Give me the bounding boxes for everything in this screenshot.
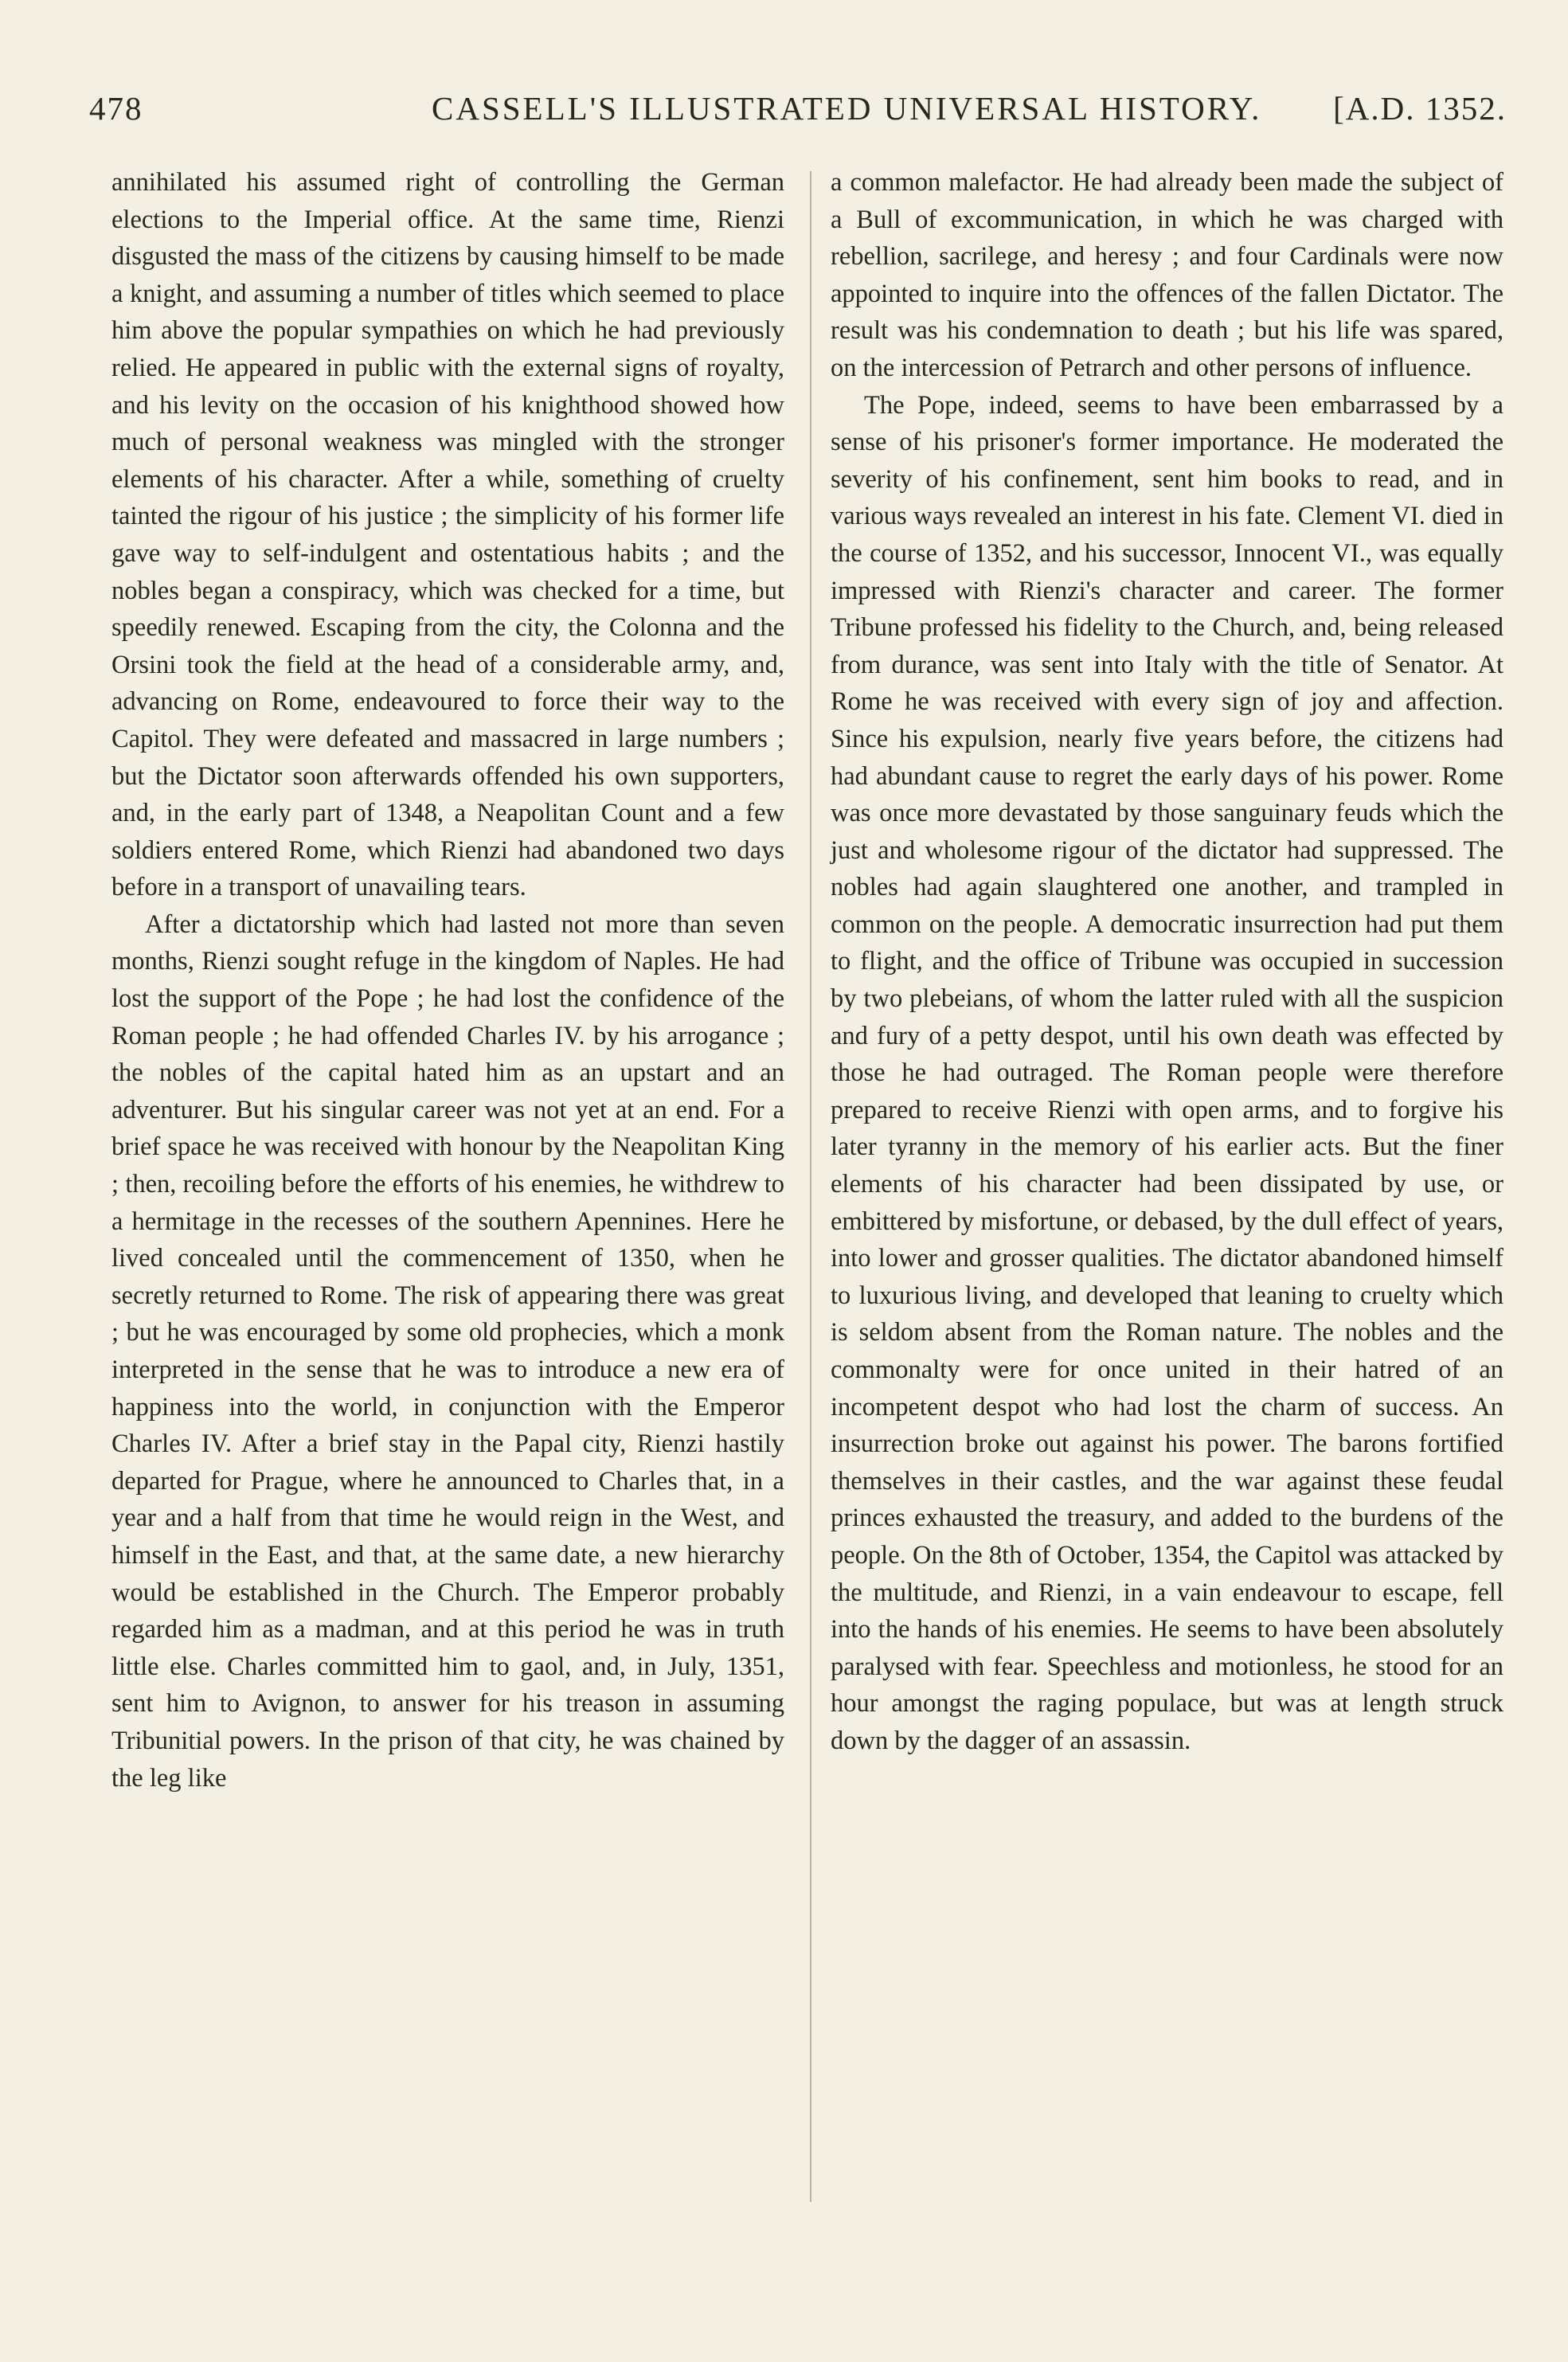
right-column (831, 164, 1503, 1760)
page-number: 478 (89, 90, 143, 127)
header-date: [A.D. 1352. (1333, 90, 1507, 127)
paragraph: annihilated his assumed right of controlling the German elections to the Imperial office. At the same time, Rienzi disgusted the mass of the citizens by causing himself to be made a knight, and assuming a number of titles which seemed to place him above the popular sympathies on which he had previously relied. He appeared in public with the external signs of royalty, and his levity on the occasion of his knighthood showed how much of personal weakness was mingled with the stronger elements of his character. After a while, something of cruelty tainted the rigour of his justice ; the simplicity of his former life gave way to self-indulgent and ostentatious habits ; and the nobles began a conspiracy, which was checked for a time, but speedily renewed. Escaping from the city, the Colonna and the Orsini took the field at the head of a considerable army, and, advancing on Rome, endeavoured to force their way to the Capitol. They were defeated and massacred in large numbers ; but the Dictator soon afterwards offended his own supporters, and, in the early part of 1348, a Neapolitan Count and a few soldiers entered Rome, which Rienzi had abandoned two days before in a transport of unavailing tears. (111, 168, 784, 902)
column-divider (810, 171, 811, 2202)
paragraph: After a dictatorship which had lasted not more than seven months, Rienzi sought refuge in the kingdom of Naples. He had lost the support of the Pope ; he had lost the confidence of the Roman people ; he had offended Charles IV. by his arrogance ; the nobles of the capital hated him as an upstart and an adventurer. But his singular career was not yet at an end. For a brief space he was received with honour by the Neapolitan King ; then, recoiling before the efforts of his enemies, he withdrew to a hermitage in the recesses of the southern Apennines. Here he lived concealed until the commencement of 1350, when he secretly returned to Rome. The risk of appearing there was great ; but he was encouraged by some old prophecies, which a monk interpreted in the sense that he was to introduce a new era of happiness into the world, in conjunction with the Emperor Charles IV. After a brief stay in the Papal city, Rienzi hastily departed for Prague, where he announced to Charles that, in a year and a half from that time he would reign in the West, and himself in the East, and that, at the same date, a new hierarchy would be established in the Church. The Emperor probably regarded him as a madman, and at this period he was in truth little else. Charles committed him to gaol, and, in July, 1351, sent him to Avignon, to answer for his treason in assuming Tribunitial powers. In the prison of that city, he was chained by the leg like (111, 909, 784, 1793)
running-title: CASSELL'S ILLUSTRATED UNIVERSAL HISTORY. (432, 90, 1262, 127)
paragraph: The Pope, indeed, seems to have been embarrassed by a sense of his prisoner's former importance. He moderated the severity of his confinement, sent him books to read, and in various ways revealed an interest in his fate. Clement VI. died in the course of 1352, and his successor, Innocent VI., was equally impressed with Rienzi's character and career. The former Tribune professed his fidelity to the Church, and, being released from durance, was sent into Italy with the title of Senator. At Rome he was received with every sign of joy and affection. Since his expulsion, nearly five years before, the citizens had had abundant cause to regret the early days of his power. Rome was once more devastated by those sanguinary feuds which the just and wholesome rigour of the dictator had suppressed. The nobles had again slaughtered one another, and trampled in common on the people. A democratic insurrection had put them to flight, and the office of Tribune was occupied in succession by two plebeians, of whom the latter ruled with all the suspicion and fury of a petty despot, until his own death was effected by those he had outraged. The Roman people were therefore prepared to receive Rienzi with open arms, and to forgive his later tyranny in the memory of his earlier acts. But the finer elements of his character had been dissipated by use, or embittered by misfortune, or debased, by the dull effect of years, into lower and grosser qualities. The dictator abandoned himself to luxurious living, and developed that leaning to cruelty which is seldom absent from the Roman nature. The nobles and the commonalty were for once united in their hatred of an incompetent despot who had lost the charm of success. An insurrection broke out against his power. The barons fortified themselves in their castles, and the war against these feudal princes exhausted the treasury, and added to the burdens of the people. On the 8th of October, 1354, the Capitol was attacked by the multitude, and Rienzi, in a vain endeavour to escape, fell into the hands of his enemies. He seems to have been absolutely paralysed with fear. Speechless and motionless, he stood for an hour amongst the raging populace, but was at length struck down by the dagger of an assassin. (831, 390, 1503, 1755)
page-header (89, 89, 1507, 137)
left-column (111, 164, 784, 1797)
paragraph: a common malefactor. He had already been made the subject of a Bull of excommunication, in which he was charged with rebellion, sacrilege, and heresy ; and four Cardinals were now appointed to inquire into the offences of the fallen Dictator. The result was his condemnation to death ; but his life was spared, on the intercession of Petrarch and other persons of influence. (831, 168, 1503, 382)
